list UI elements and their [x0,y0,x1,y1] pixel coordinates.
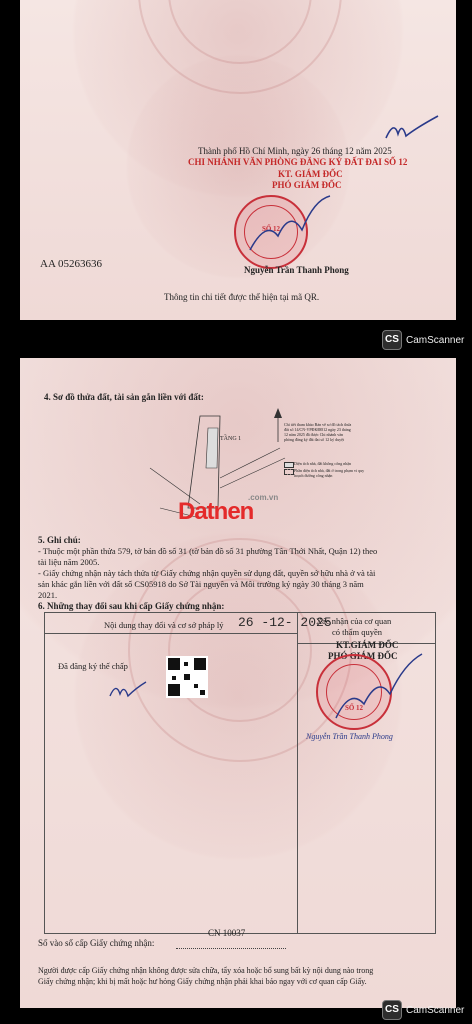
plan-floor-label: TẦNG 1 [220,436,242,442]
watermark-domain: .com.vn [248,493,279,502]
camscanner-icon: CS [382,1000,402,1020]
section-5-title: 5. Ghi chú: [38,535,81,545]
kt-title: KT.GIÁM ĐỐC [336,640,399,650]
note-2-cont: sản khác gắn liền với đất số CS05918 do Sở Tài nguyên và Môi trường ký ngày 30 tháng 3 năm [38,579,364,589]
section-4-title: 4. Sơ đồ thửa đất, tài sản gắn liền với đất: [44,392,204,402]
qr-code [166,656,208,698]
note-1-cont: tài liệu năm 2005. [38,557,100,567]
camscanner-label: CamScanner [406,334,465,346]
camscanner-label: CamScanner [406,1004,465,1016]
signer-name: Nguyễn Trần Thanh Phong [244,265,349,275]
office-name: CHI NHÁNH VĂN PHÒNG ĐĂNG KÝ ĐẤT ĐAI SỐ 12 [188,157,408,167]
location-date: Thành phố Hồ Chí Minh, ngày 26 tháng 12 năm 2025 [198,146,392,156]
camscanner-icon: CS [382,330,402,350]
col-confirm-header-2: có thẩm quyền [332,627,383,637]
kt-title: KT. GIÁM ĐỐC [278,169,343,179]
signature [244,190,334,260]
signature-initial [382,112,442,148]
section-6-title: 6. Những thay đổi sau khi cấp Giấy chứng nhận: [38,601,225,611]
footer-line-2: Giấy chứng nhận; khi bị mất hoặc hư hỏng Giấy chứng nhận phải khai báo ngay với cơ quan cấp Giấy. [38,977,367,986]
col-confirm-header-1: Xác nhận của cơ quan [316,616,392,626]
legend-swatch-2 [284,469,294,475]
signature-initial [108,678,148,700]
legend-2: Phần diện tích nhà, đất ở trong phạm vi quy hoạch đường công nhận [294,468,365,478]
handwritten-signer: Nguyễn Trần Thanh Phong [306,732,393,741]
note-2-end: 2021. [38,590,58,600]
cert-line [176,948,286,949]
signature [330,648,426,728]
certificate-page-1 [20,0,456,320]
cert-number: CN 10037 [208,928,246,938]
certificate-page-2 [20,358,456,1008]
legend-swatch-1 [284,462,294,468]
camscanner-badge-bottom [382,1000,464,1020]
change-date: 26 -12- 2025 [238,615,332,630]
col-content-header: Nội dung thay đổi và cơ sở pháp lý [104,620,224,630]
serial-number: AA 05263636 [40,258,103,270]
stamp-number: SỐ 12 [344,704,364,712]
note-1: - Thuộc một phần thửa 579, tờ bản đồ số 31 (tờ bản đồ số 31 phường Tân Thới Nhất, Quận 12) theo [38,546,378,556]
cert-label: Số vào sổ cấp Giấy chứng nhận: [38,938,155,948]
deputy-title: PHÓ GIÁM ĐỐC [272,180,342,190]
qr-note: Thông tin chi tiết được thể hiện tại mã QR. [164,292,320,302]
stamp-number: SỐ 12 [261,225,281,233]
footer-line-1: Người được cấp Giấy chứng nhận không được sửa chữa, tẩy xóa hoặc bổ sung bất kỳ nội dung nào trong [38,966,374,975]
legend-1: Diện tích nhà, đất không công nhận [294,461,351,466]
watermark-logo: Datnen [178,498,254,525]
note-2: - Giấy chứng nhận này tách thửa từ Giấy chứng nhận quyền sử dụng đất, quyền sở hữu nhà ở và tài [38,568,376,578]
entry-mortgage: Đã đăng ký thế chấp [58,661,128,671]
camscanner-badge-top [382,330,464,350]
plan-note: Chỉ tiết tham khảo Bản vẽ sơ đồ tách thửa đất số 14/CN-VPĐKĐĐ12 ngày 23 tháng 12 năm 2025 đã được Chi nhánh văn phòng đăng ký đất đai số 12 ký duyệt [284,422,352,442]
deputy-title: PHÓ GIÁM ĐỐC [328,651,398,661]
